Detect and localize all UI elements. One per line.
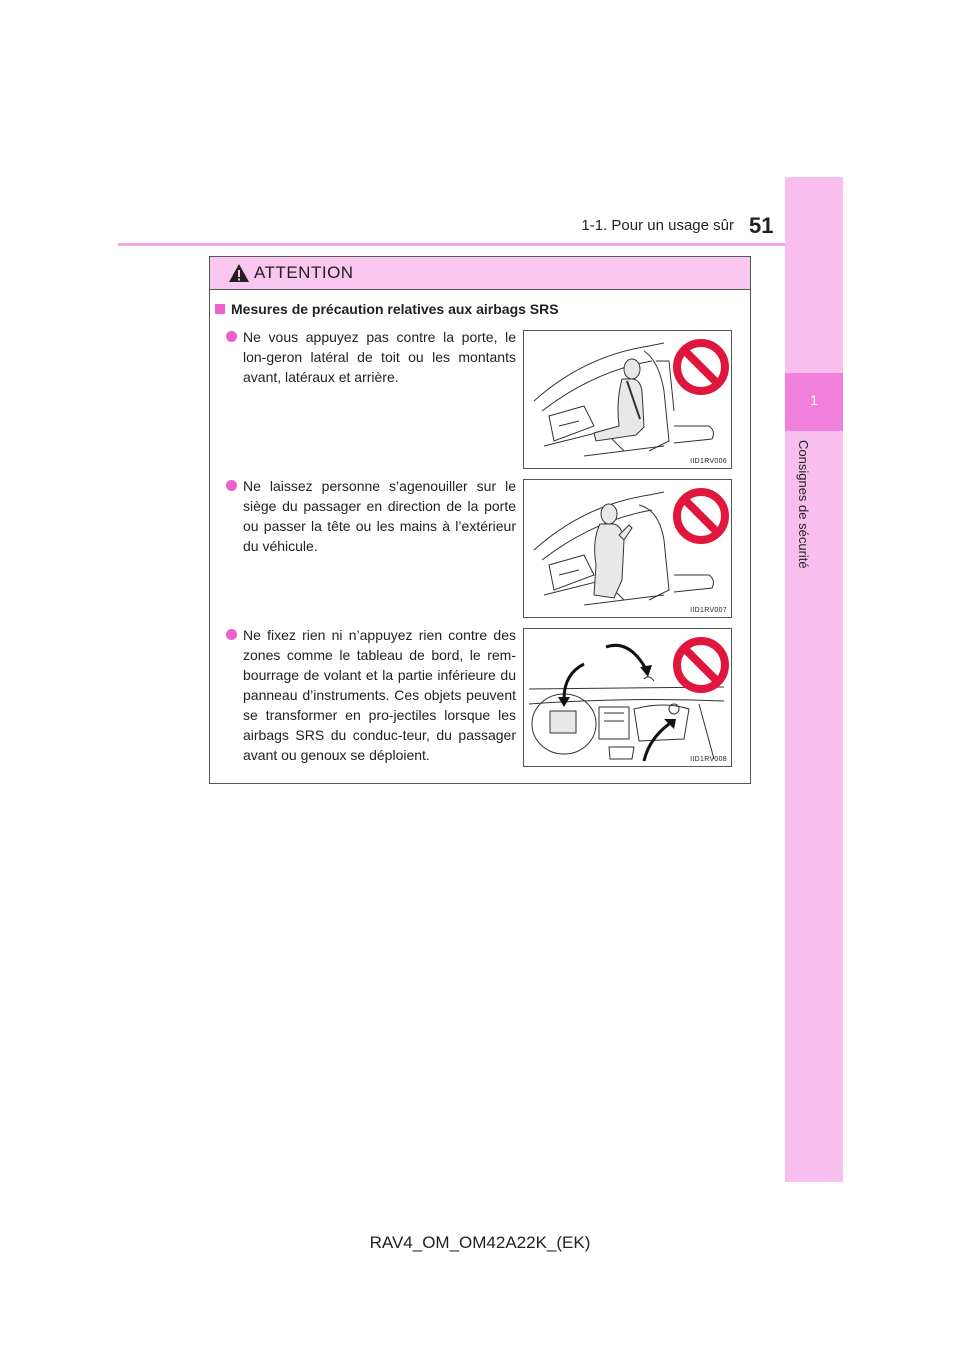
page-number: 51: [749, 213, 774, 238]
warning-item-1: [226, 327, 516, 387]
prohibition-icon: [671, 486, 731, 546]
bullet-dot-icon: [226, 331, 237, 342]
warning-item-3: [226, 625, 516, 765]
footer-code: RAV4_OM_OM42A22K_(EK): [369, 1233, 591, 1252]
bullet-dot-icon: [226, 629, 237, 640]
header-rule: [118, 243, 785, 246]
warning-heading: [215, 301, 559, 317]
warning-item-2: [226, 476, 516, 556]
chapter-label: Consignes de sécurité: [796, 440, 811, 569]
section-title: 1-1. Pour un usage sûr: [581, 217, 734, 234]
warning-title: ATTENTION: [254, 263, 354, 282]
prohibition-icon: [671, 337, 731, 397]
warning-item-text: Ne vous appuyez pas contre la porte, le lon-geron latéral de toit ou les montants avant, latéraux et arrière.: [243, 329, 516, 385]
chapter-number: 1: [810, 392, 818, 408]
warning-triangle-icon: [228, 263, 250, 283]
bullet-dot-icon: [226, 480, 237, 491]
warning-box: [209, 256, 751, 784]
warning-header: [210, 257, 750, 290]
figure-leaning-door: [523, 330, 732, 469]
heading-square-icon: [215, 304, 225, 314]
chapter-side-tab: [785, 177, 843, 1182]
figure-code: IID1RV007: [690, 607, 727, 614]
figure-code: IID1RV006: [690, 458, 727, 465]
warning-heading-text: Mesures de précaution relatives aux airbags SRS: [231, 301, 559, 317]
prohibition-icon: [671, 635, 731, 695]
figure-dashboard: [523, 628, 732, 767]
warning-item-text: Ne fixez rien ni n’appuyez rien contre des zones comme le tableau de bord, le rem-bourrage de volant et la partie inférieure du panneau d’instruments. Ces objets peuvent se transformer en pro-jectiles lorsque les airbags SRS du conduc-teur, du passager avant ou genoux se déploient.: [243, 627, 516, 763]
figure-code: IID1RV008: [690, 756, 727, 763]
figure-kneeling-seat: [523, 479, 732, 618]
warning-item-text: Ne laissez personne s’agenouiller sur le siège du passager en direction de la porte ou passer la tête ou les mains à l’extérieur du véhicule.: [243, 478, 516, 554]
